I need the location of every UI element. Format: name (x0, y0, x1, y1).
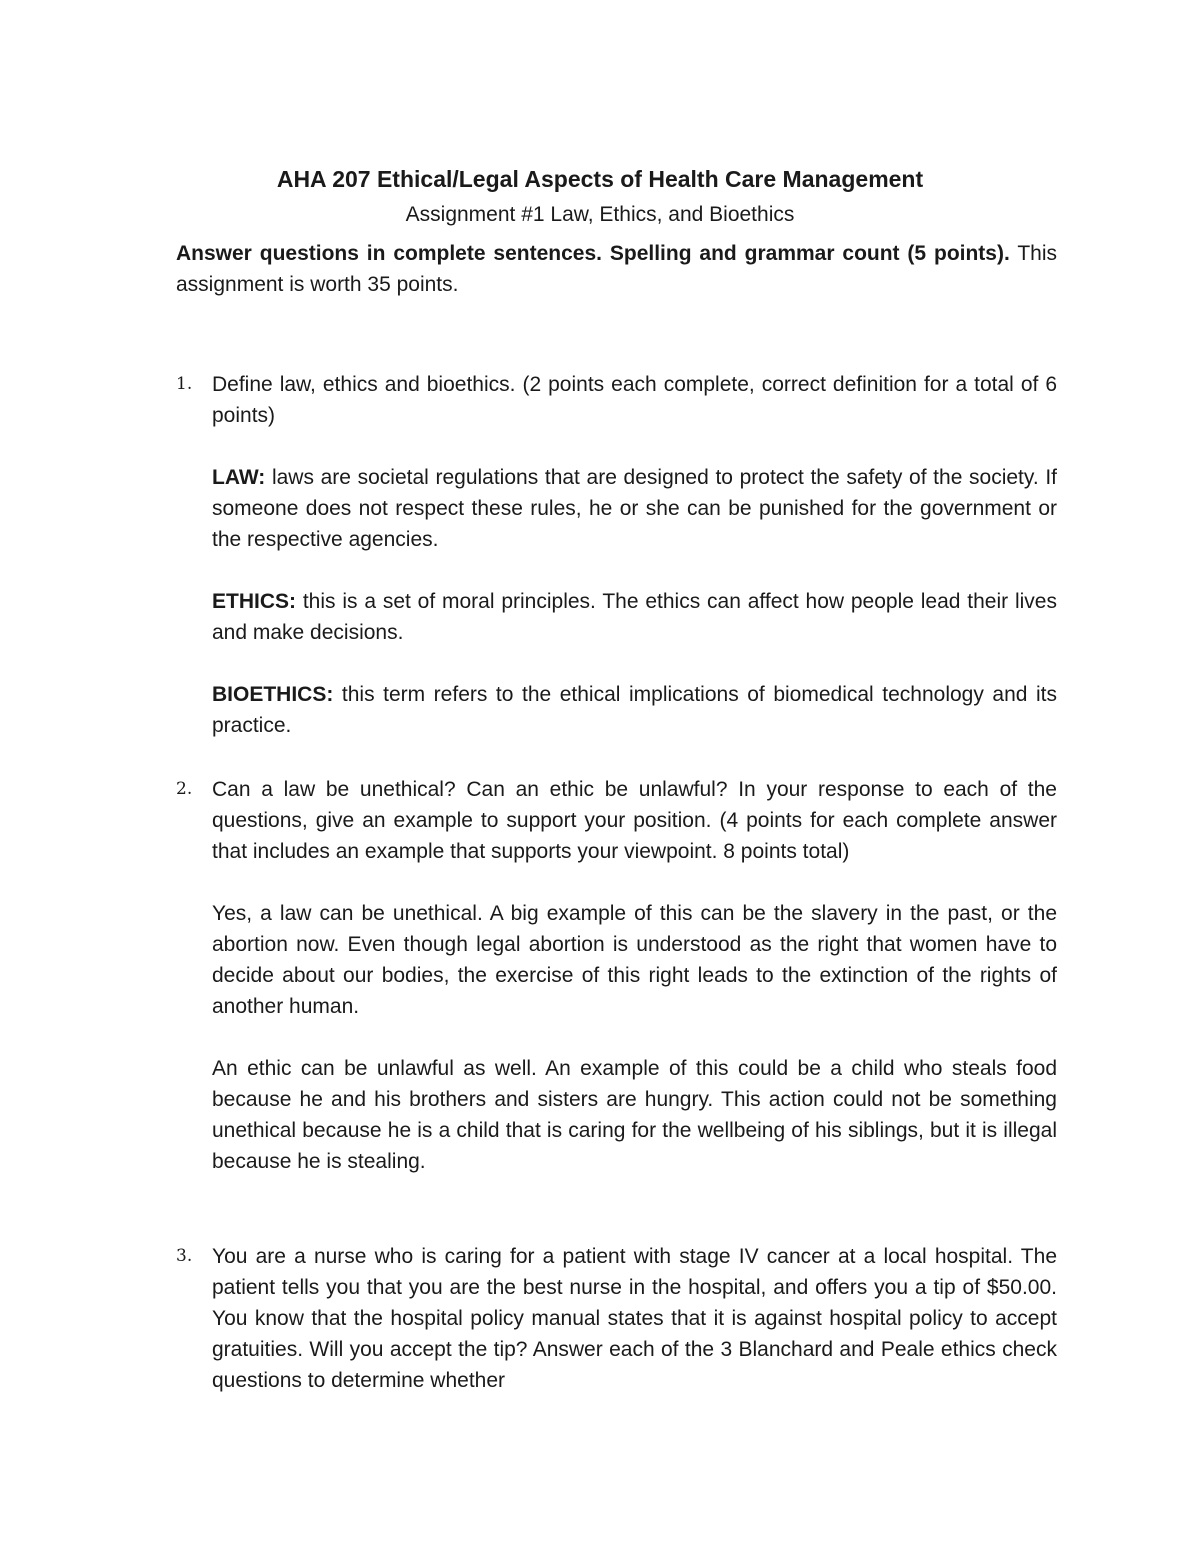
question-prompt: Can a law be unethical? Can an ethic be unlawful? In your response to each of the questions, give an example to support your position. (4 points for each complete answer that includes an example that supports your viewpoint. 8 points total) (212, 778, 1057, 863)
assignment-subtitle: Assignment #1 Law, Ethics, and Bioethics (405, 203, 795, 226)
answer-bioethics (212, 679, 1057, 741)
answer-text: laws are societal regulations that are designed to protect the safety of the society. If someone does not respect these rules, he or she can be punished for the government or the respective agencies. (212, 466, 1057, 551)
term-label: ETHICS: (212, 590, 296, 613)
answer-paragraph: Yes, a law can be unethical. A big example of this can be the slavery in the past, or the abortion now. Even though legal abortion is understood as the right that women have to decide about our bodies, the exercise of this right leads to the extinction of the rights of another human. (212, 902, 1057, 1018)
term-label: BIOETHICS: (212, 683, 334, 706)
question-prompt: Define law, ethics and bioethics. (2 points each complete, correct definition for a total of 6 points) (212, 373, 1057, 427)
answer-ethics (212, 586, 1057, 648)
instructions-regular: This assignment is worth 35 points. (176, 242, 1057, 296)
answer-text: this is a set of moral principles. The ethics can affect how people lead their lives and make decisions. (212, 590, 1057, 644)
term-label: LAW: (212, 466, 266, 489)
answer-law (212, 462, 1057, 555)
instructions-bold: Answer questions in complete sentences. Spelling and grammar count (5 points). (176, 242, 1010, 265)
question-prompt: You are a nurse who is caring for a patient with stage IV cancer at a local hospital. The patient tells you that you are the best nurse in the hospital, and offers you a tip of $50.00. You know that the hospital policy manual states that it is against hospital policy to accept gratuities. Will you accept the tip? Answer each of the 3 Blanchard and Peale ethics check questions to determine whether (212, 1245, 1057, 1392)
question-3 (176, 1241, 1057, 1396)
answer-paragraph: An ethic can be unlawful as well. An example of this could be a child who steals food because he and his brothers and sisters are hungry. This action could not be something unethical because he is a child that is caring for the wellbeing of his siblings, but it is illegal because he is stealing. (212, 1057, 1057, 1173)
question-2 (176, 774, 1057, 1177)
question-number: 2. (176, 779, 193, 799)
question-1 (176, 369, 1057, 741)
answer-text: this term refers to the ethical implications of biomedical technology and its practice. (212, 683, 1057, 737)
document-title: AHA 207 Ethical/Legal Aspects of Health Care Management (276, 166, 924, 192)
question-number: 1. (176, 374, 193, 394)
question-number: 3. (176, 1246, 193, 1266)
instructions (176, 238, 1057, 300)
